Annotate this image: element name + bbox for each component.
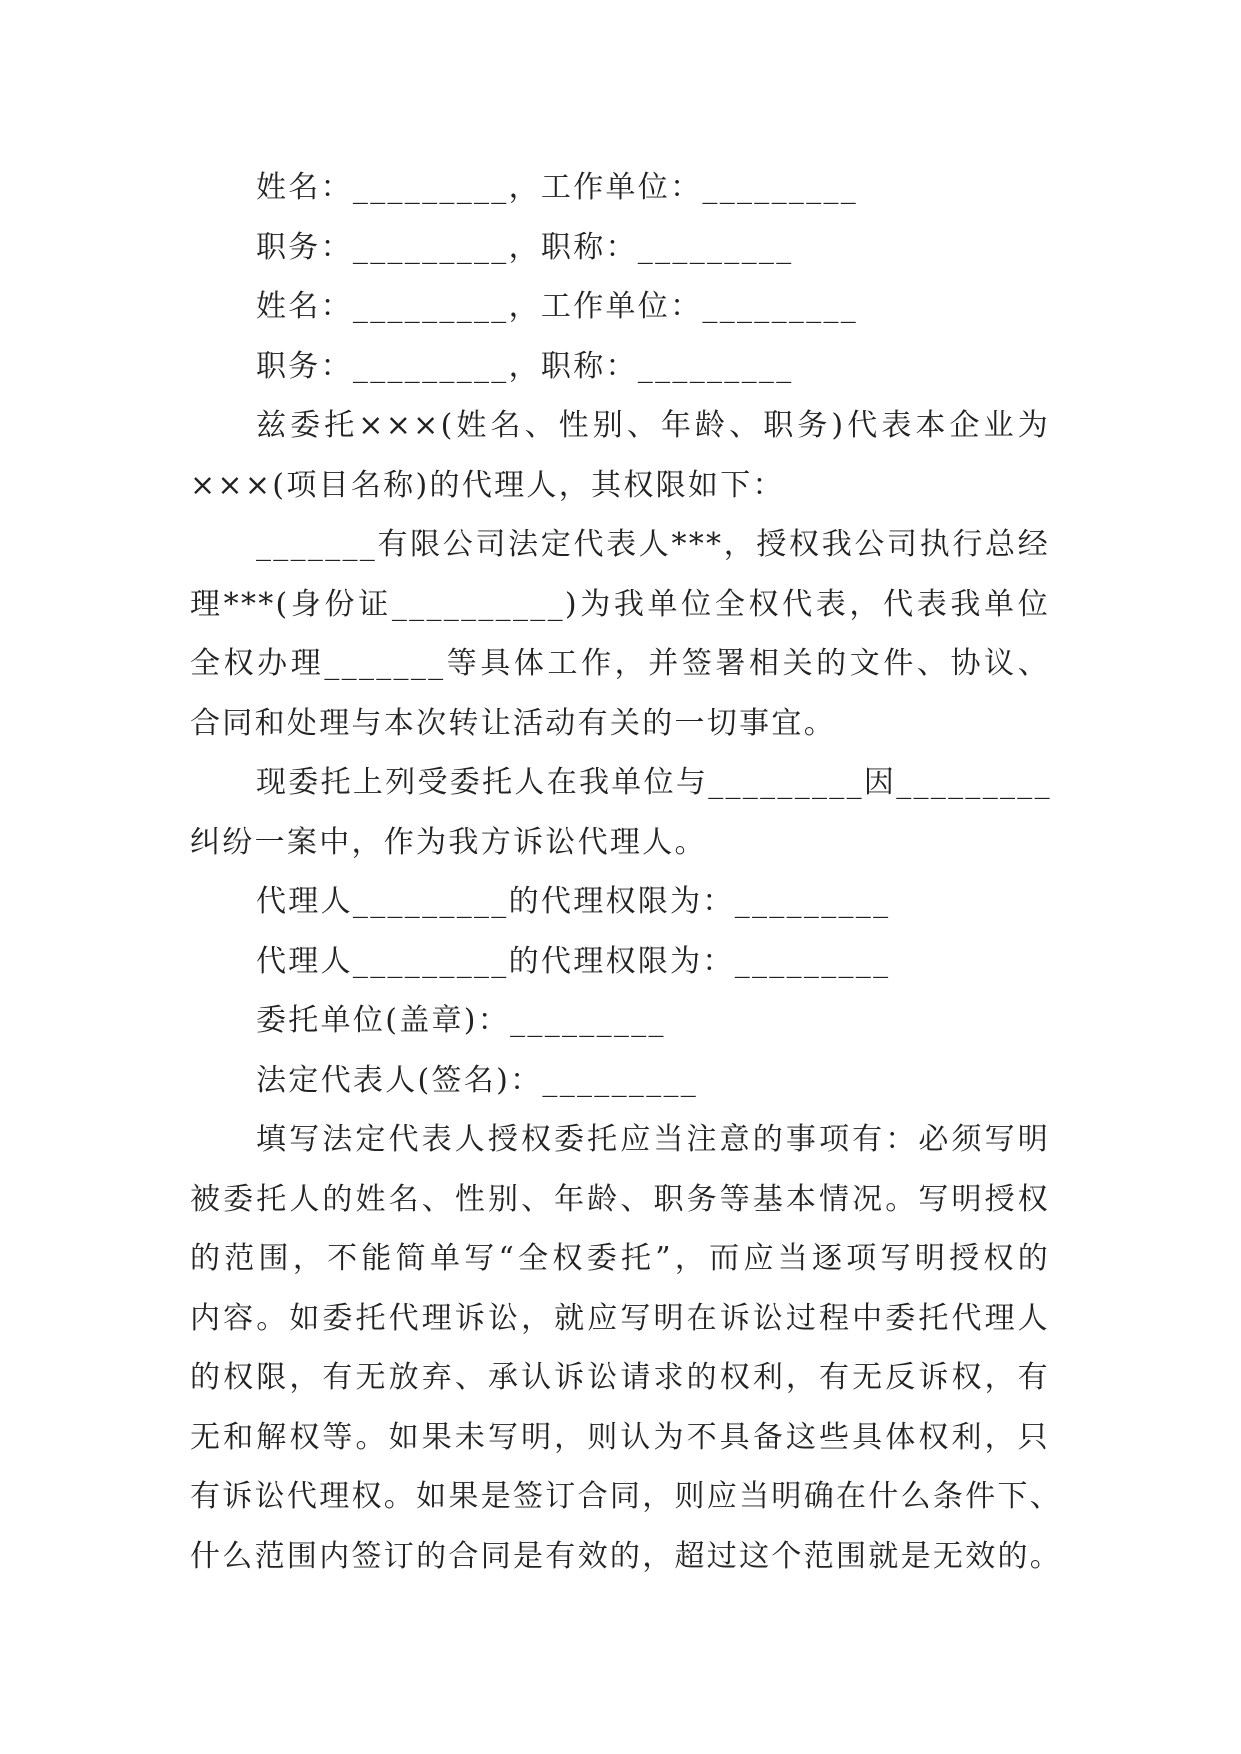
notes-paragraph-line: 的范围，不能简单写“全权委托”，而应当逐项写明授权的 <box>190 1241 1050 1276</box>
delegation-paragraph-line: 兹委托×××(姓名、性别、年龄、职务)代表本企业为 <box>256 408 1050 443</box>
lawsuit-paragraph-line: 现委托上列受委托人在我单位与_________因_________ <box>256 765 1052 800</box>
field-line-name: 姓名：_________，工作单位：_________ <box>256 170 859 205</box>
notes-paragraph-line: 什么范围内签订的合同是有效的，超过这个范围就是无效的。 <box>190 1538 1063 1574</box>
field-line-name: 姓名：_________，工作单位：_________ <box>256 289 859 324</box>
notes-paragraph-line: 有诉讼代理权。如果是签订合同，则应当明确在什么条件下、 <box>190 1479 1063 1514</box>
company-paragraph-line: 理***(身份证__________)为我单位全权代表，代表我单位 <box>190 586 1050 622</box>
company-paragraph-line: _______有限公司法定代表人***，授权我公司执行总经 <box>256 527 1050 562</box>
notes-paragraph-line: 无和解权等。如果未写明，则认为不具备这些具体权利，只 <box>190 1419 1050 1455</box>
seal-line: 委托单位(盖章)：_________ <box>256 1003 666 1038</box>
notes-paragraph-line: 的权限，有无放弃、承认诉讼请求的权利，有无反诉权，有 <box>190 1360 1050 1395</box>
company-paragraph-line: 合同和处理与本次转让活动有关的一切事宜。 <box>190 705 836 741</box>
field-line-position: 职务：_________，职称：_________ <box>256 229 794 265</box>
agent-authority-line: 代理人_________的代理权限为：_________ <box>256 943 891 979</box>
notes-paragraph-line: 填写法定代表人授权委托应当注意的事项有：必须写明 <box>256 1122 1050 1157</box>
field-line-position: 职务：_________，职称：_________ <box>256 348 794 384</box>
notes-paragraph-line: 被委托人的姓名、性别、年龄、职务等基本情况。写明授权 <box>190 1181 1050 1217</box>
lawsuit-paragraph-line: 纠纷一案中，作为我方诉讼代理人。 <box>190 824 707 860</box>
delegation-paragraph-line: ×××(项目名称)的代理人，其权限如下： <box>190 467 785 503</box>
agent-authority-line: 代理人_________的代理权限为：_________ <box>256 884 891 919</box>
document-body <box>190 158 1063 1586</box>
notes-paragraph-line: 内容。如委托代理诉讼，就应写明在诉讼过程中委托代理人 <box>190 1300 1050 1336</box>
company-paragraph-line: 全权办理_______等具体工作，并签署相关的文件、协议、 <box>190 646 1050 681</box>
signature-line: 法定代表人(签名)：_________ <box>256 1062 699 1098</box>
